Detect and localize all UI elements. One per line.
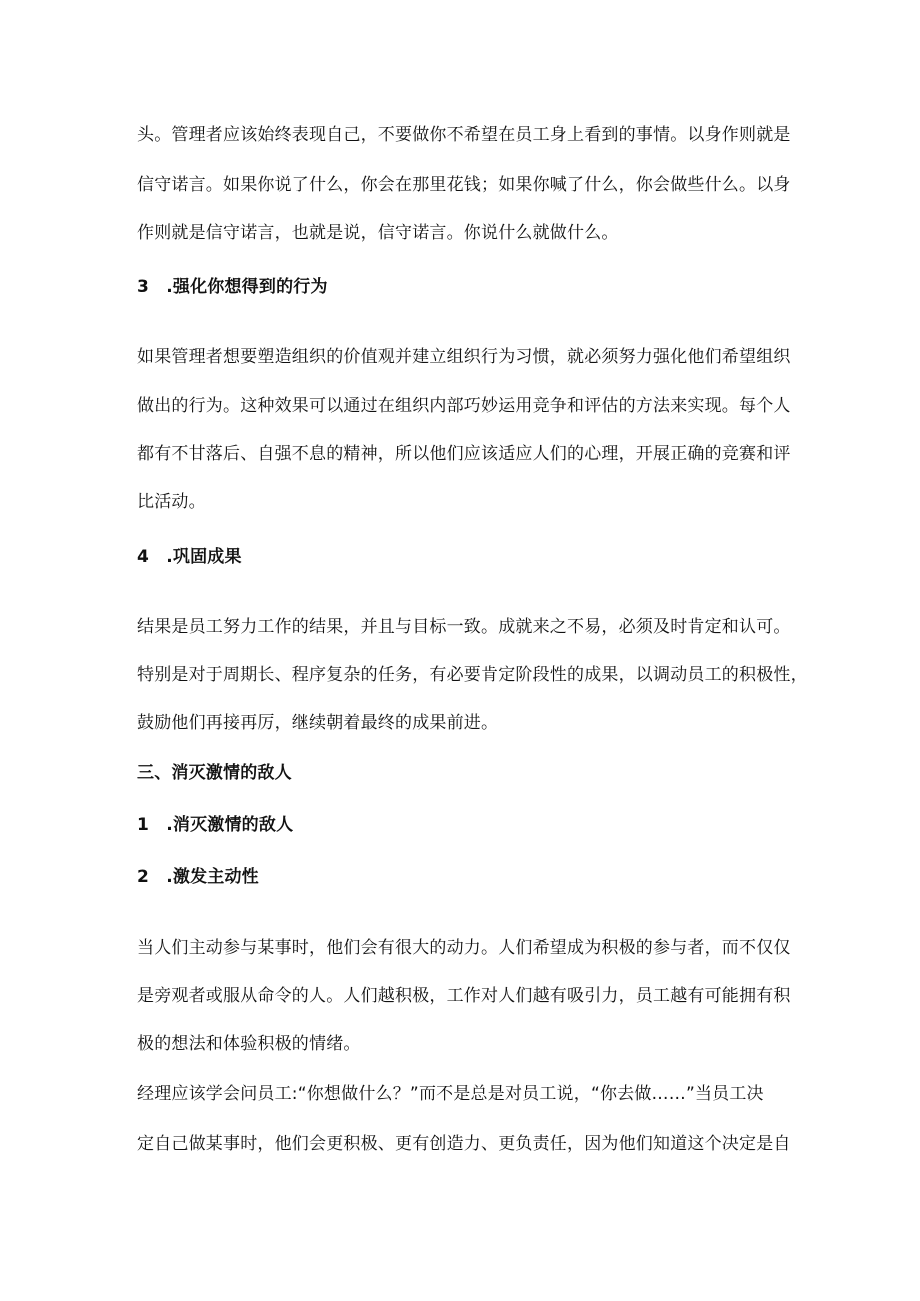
text-line: 极的想法和体验积极的情绪。	[137, 1034, 361, 1054]
text-line: 鼓励他们再接再厉，继续朝着最终的成果前进。	[137, 713, 499, 733]
subheading-eliminate-enemies: 1 .消灭激情的敌人	[137, 815, 294, 835]
text-line: 信守诺言。如果你说了什么，你会在那里花钱；如果你喊了什么，你会做些什么。以身	[137, 175, 791, 195]
heading-consolidate-results: 4 .巩固成果	[137, 547, 242, 567]
subheading-stimulate-initiative: 2 .激发主动性	[137, 867, 259, 887]
text-line: 定自己做某事时，他们会更积极、更有创造力、更负责任，因为他们知道这个决定是自	[137, 1134, 791, 1154]
text-line: 经理应该学会问员工:“你想做什么？”而不是总是对员工说，“你去做……”当员工决	[137, 1084, 764, 1104]
text-line: 做出的行为。这种效果可以通过在组织内部巧妙运用竞争和评估的方法来实现。每个人	[137, 396, 791, 416]
text-line: 头。管理者应该始终表现自己，不要做你不希望在员工身上看到的事情。以身作则就是	[137, 125, 791, 145]
text-line: 如果管理者想要塑造组织的价值观并建立组织行为习惯，就必须努力强化他们希望组织	[137, 347, 791, 367]
text-line: 比活动。	[137, 492, 206, 512]
heading-reinforce-behavior: 3 .强化你想得到的行为	[137, 277, 328, 297]
text-line: 特别是对于周期长、程序复杂的任务，有必要肯定阶段性的成果，以调动员工的积极性，	[137, 665, 808, 685]
text-line: 是旁观者或服从命令的人。人们越积极，工作对人们越有吸引力，员工越有可能拥有积	[137, 986, 791, 1006]
text-line: 结果是员工努力工作的结果，并且与目标一致。成就来之不易，必须及时肯定和认可。	[137, 617, 791, 637]
section-heading-eliminate-enemies: 三、消灭激情的敌人	[137, 763, 292, 783]
text-line: 当人们主动参与某事时，他们会有很大的动力。人们希望成为积极的参与者，而不仅仅	[137, 938, 791, 958]
text-line: 都有不甘落后、自强不息的精神，所以他们应该适应人们的心理，开展正确的竞赛和评	[137, 444, 791, 464]
text-line: 作则就是信守诺言，也就是说，信守诺言。你说什么就做什么。	[137, 223, 619, 243]
